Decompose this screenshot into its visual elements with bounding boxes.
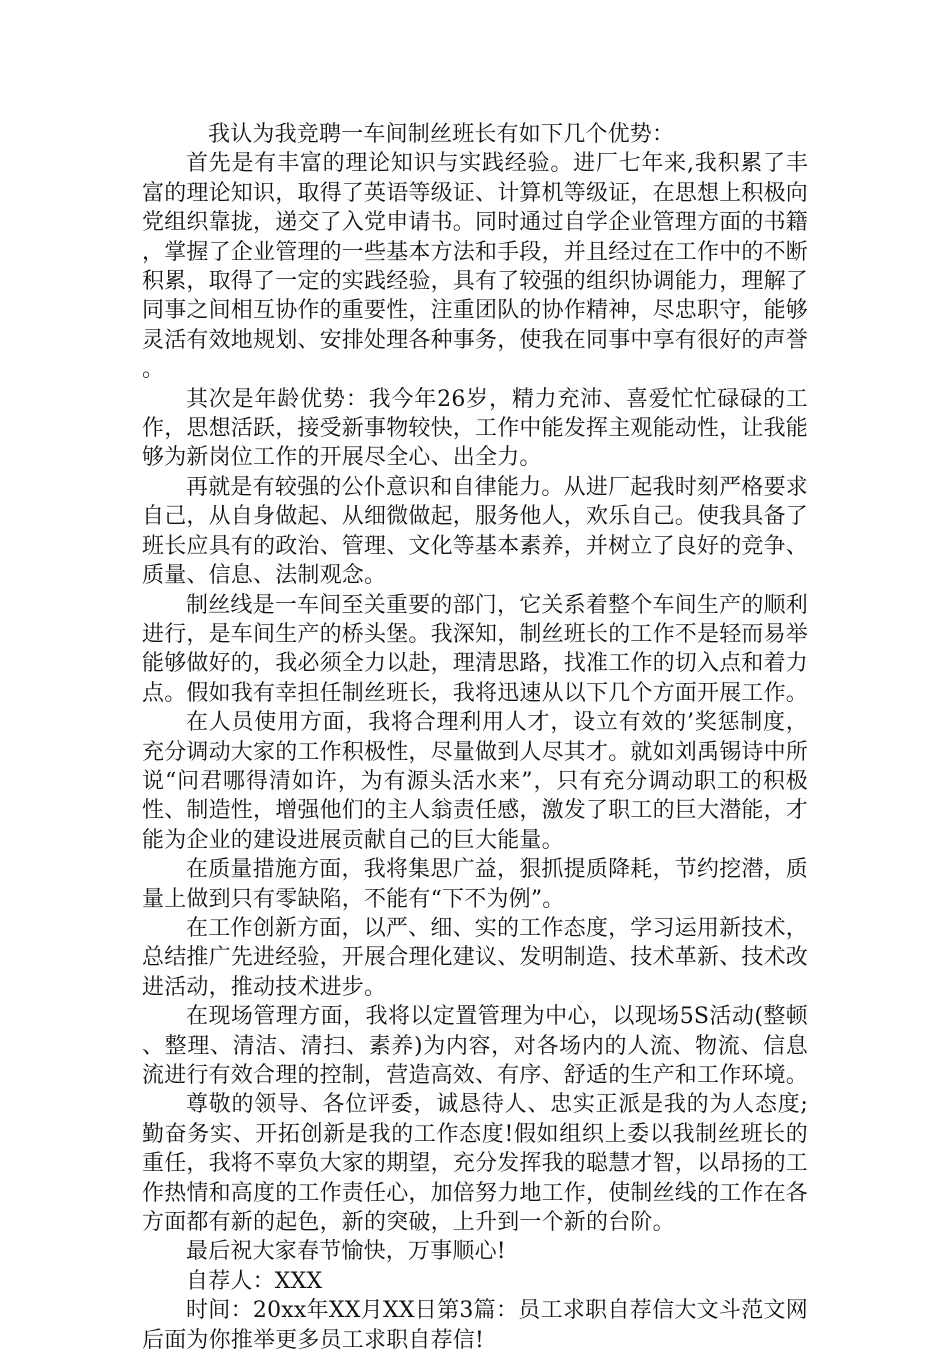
signature-line: 自荐人：XXX <box>186 1268 323 1294</box>
intro-paragraph: 我认为我竞聘一车间制丝班长有如下几个优势： <box>208 122 675 147</box>
work-plan-paragraph: 制丝线是一车间至关重要的部门，它关系着整个车间生产的顺利进行，是车间生产的桥头堡。我深知，制丝班长的工作不是轻而易举能够做好的，我必须全力以赴，理清思路，找准工作的切入点和着力点。假如我有幸担任制丝班长，我将迅速从以下几个方面开展工作。 <box>142 592 809 706</box>
experience-paragraph: 首先是有丰富的理论知识与实践经验。进厂七年来,我积累了丰富的理论知识，取得了英语等级证、计算机等级证，在思想上积极向党组织靠拢，递交了入党申请书。同时通过自学企业管理方面的书籍，掌握了企业管理的一些基本方法和手段，并且经过在工作中的不断积累，取得了一定的实践经验，具有了较强的组织协调能力，理解了同事之间相互协作的重要性，注重团队的协作精神，尽忠职守，能够灵活有效地规划、安排处理各种事务，使我在同事中享有很好的声誉。 <box>142 151 809 383</box>
document-body <box>142 120 808 1355</box>
wishes-line: 最后祝大家春节愉快，万事顺心! <box>186 1239 506 1265</box>
site-management-paragraph: 在现场管理方面，我将以定置管理为中心，以现场5S活动(整顿、整理、清洁、清扫、素养)为内容，对各场内的人流、物流、信息流进行有效合理的控制，营造高效、有序、舒适的生产和工作环境。 <box>142 1004 809 1088</box>
quality-paragraph: 在质量措施方面，我将集思广益，狠抓提质降耗，节约挖潜，质量上做到只有零缺陷，不能有“下不为例”。 <box>142 857 808 912</box>
date-line: 时间：20xx年XX月XX日第3篇：员工求职自荐信大文斗范文网后面为你推举更多员工求职自荐信! <box>142 1298 808 1353</box>
personnel-paragraph: 在人员使用方面，我将合理利用人才，设立有效的’奖惩制度，充分调动大家的工作积极性，尽量做到人尽其才。就如刘禹锡诗中所说“问君哪得清如许，为有源头活水来”，只有充分调动职工的积极性、制造性，增强他们的主人翁责任感，激发了职工的巨大潜能，才能为企业的建设进展贡献自己的巨大能量。 <box>142 710 809 853</box>
closing-paragraph: 尊敬的领导、各位评委，诚恳待人、忠实正派是我的为人态度;勤奋务实、开拓创新是我的工作态度!假如组织上委以我制丝班长的重任，我将不辜负大家的期望，充分发挥我的聪慧才智，以昂扬的工作热情和高度的工作责任心，加倍努力地工作，使制丝线的工作在各方面都有新的起色，新的突破，上升到一个新的台阶。 <box>142 1092 809 1236</box>
innovation-paragraph: 在工作创新方面，以严、细、实的工作态度，学习运用新技术，总结推广先进经验，开展合理化建议、发明制造、技术革新、技术改进活动，推动技术进步。 <box>142 915 809 1000</box>
age-advantage-paragraph: 其次是年龄优势：我今年26岁，精力充沛、喜爱忙忙碌碌的工作，思想活跃，接受新事物较快，工作中能发挥主观能动性，让我能够为新岗位工作的开展尽全心、出全力。 <box>142 386 809 471</box>
self-discipline-paragraph: 再就是有较强的公仆意识和自律能力。从进厂起我时刻严格要求自己，从自身做起、从细微做起，服务他人，欢乐自己。使我具备了班长应具有的政治、管理、文化等基本素养，并树立了良好的竞争、质量、信息、法制观念。 <box>142 474 809 589</box>
